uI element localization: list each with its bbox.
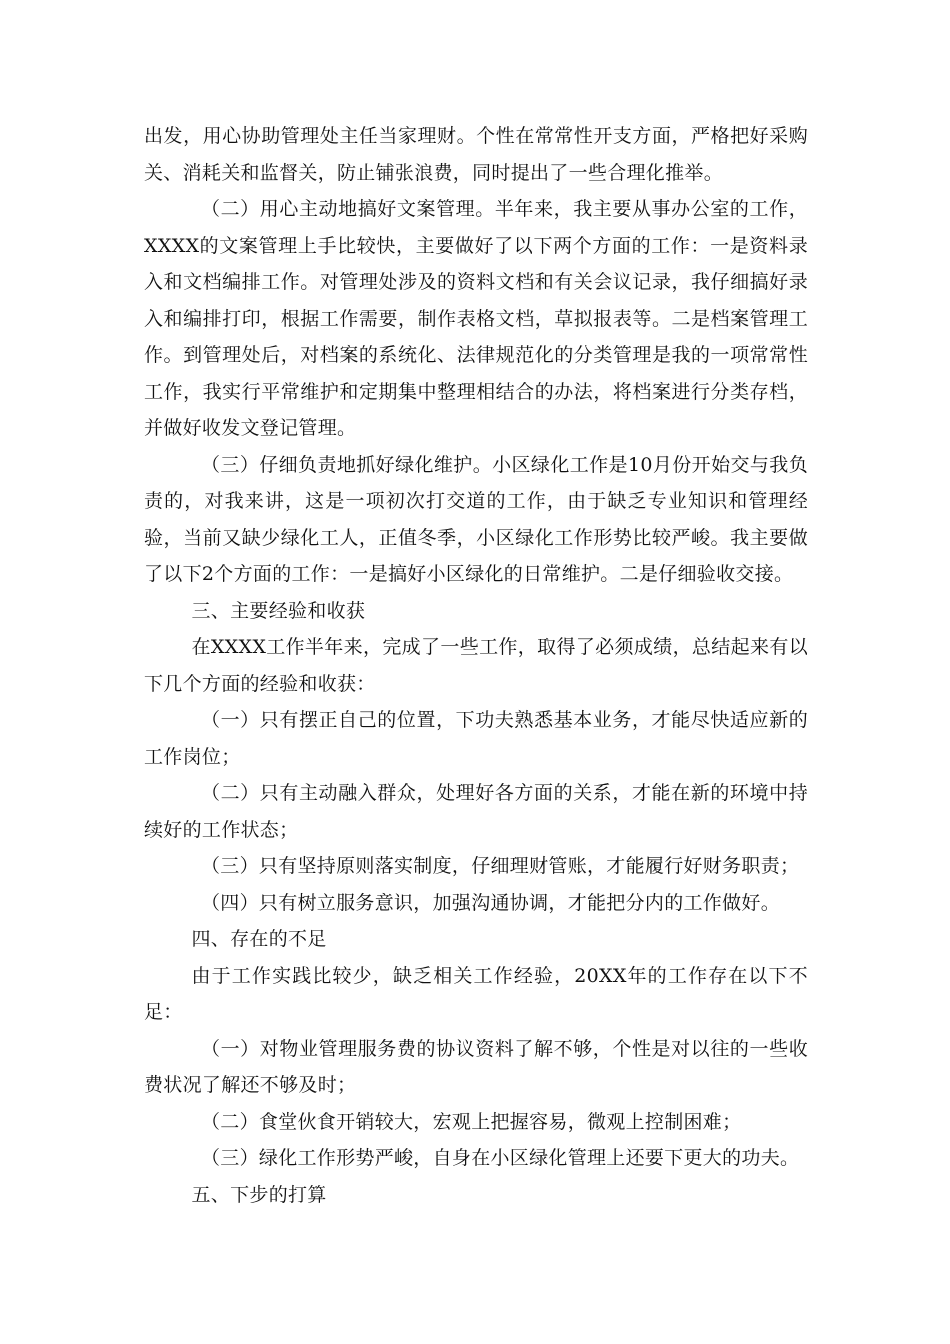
paragraph-experience-intro: 在XXXX工作半年来，完成了一些工作，取得了必须成绩，总结起来有以下几个方面的经验和收获： [144,636,808,695]
section-heading-shortcomings: 四、存在的不足 [191,928,327,950]
list-item-shortcoming-2: （二）食堂伙食开销较大，宏观上把握容易，微观上控制困难； [201,1110,742,1133]
section-heading-next-steps: 五、下步的打算 [191,1183,327,1206]
document-body [144,118,808,1213]
section-heading-experience: 三、主要经验和收获 [191,599,366,622]
list-item-shortcoming-1: （一）对物业管理服务费的协议资料了解不够，个性是对以往的一些收费状况了解还不够及时； [144,1037,808,1096]
list-item-shortcoming-3: （三）绿化工作形势严峻，自身在小区绿化管理上还要下更大的功夫。 [201,1147,800,1169]
paragraph-shortcomings-intro: 由于工作实践比较少，缺乏相关工作经验，20XX年的工作存在以下不足： [144,964,808,1023]
list-item-experience-2: （二）只有主动融入群众，处理好各方面的关系，才能在新的环境中持续好的工作状态； [144,782,808,841]
paragraph-document-management: （二）用心主动地搞好文案管理。半年来，我主要从事办公室的工作，XXXX的文案管理上手比较快，主要做好了以下两个方面的工作：一是资料录入和文档编排工作。对管理处涉及的资料文档和有关会议记录，我仔细搞好录入和编排打印，根据工作需要，制作表格文档，草拟报表等。二是档案管理工作。到管理处后，对档案的系统化、法律规范化的分类管理是我的一项常常性工作，我实行平常维护和定期集中整理相结合的办法，将档案进行分类存档，并做好收发文登记管理。 [144,198,808,439]
list-item-experience-1: （一）只有摆正自己的位置，下功夫熟悉基本业务，才能尽快适应新的工作岗位； [144,709,808,768]
list-item-experience-4: （四）只有树立服务意识，加强沟通协调，才能把分内的工作做好。 [201,891,781,914]
paragraph-greening-maintenance: （三）仔细负责地抓好绿化维护。小区绿化工作是10月份开始交与我负责的，对我来讲，这是一项初次打交道的工作，由于缺乏专业知识和管理经验，当前又缺少绿化工人，正值冬季，小区绿化工作形势比较严峻。我主要做了以下2个方面的工作：一是搞好小区绿化的日常维护。二是仔细验收交接。 [144,453,808,585]
paragraph-continuation: 出发，用心协助管理处主任当家理财。个性在常常性开支方面，严格把好采购关、消耗关和监督关，防止铺张浪费，同时提出了一些合理化推举。 [144,125,808,184]
list-item-experience-3: （三）只有坚持原则落实制度，仔细理财管账，才能履行好财务职责； [201,855,800,877]
